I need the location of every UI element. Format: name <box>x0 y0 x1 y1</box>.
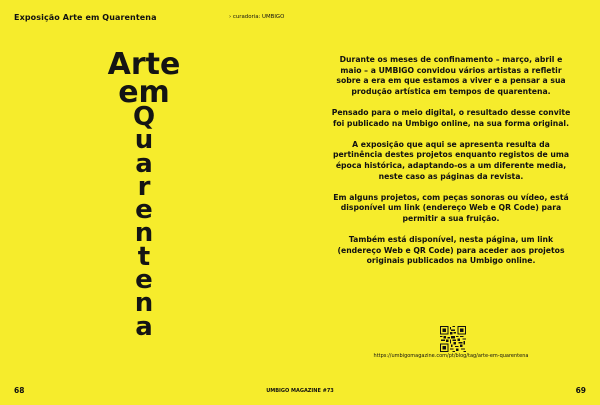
title-letter: a <box>135 311 153 342</box>
title-letter: e <box>135 265 153 296</box>
title-letter: Q <box>132 102 156 132</box>
title-letter: r <box>137 171 151 202</box>
title-word-em: em <box>118 75 170 110</box>
header-section: › curadoria: UMBIGO <box>229 14 285 20</box>
page-number-left: 68 <box>14 386 25 395</box>
body-paragraph: Também está disponível, nesta página, um link (endereço Web e QR Code) para aceder aos projetos originais publicados na Umbigo online. <box>337 235 565 266</box>
body-paragraph: Pensado para o meio digital, o resultado desse convite foi publicado na Umbigo online, na sua forma original. <box>331 107 571 128</box>
body-paragraph: A exposição que aqui se apresenta resulta da pertinência destes projetos enquanto registos de uma época histórica, adaptando-os a um diferente media, neste caso as páginas da revista. <box>332 139 570 181</box>
page-number-right: 69 <box>575 386 586 395</box>
header-title: Exposição Arte em Quarentena <box>14 13 157 22</box>
magazine-issue: UMBIGO MAGAZINE #73 <box>266 388 334 394</box>
body-paragraph: Durante os meses de confinamento – março, abril e maio – a UMBIGO convidou vários artistas a refletir sobre a era em que estamos a viver e a pensar a sua produção artística em tempos de quarentena. <box>336 55 566 96</box>
qr-code-icon[interactable] <box>440 326 466 352</box>
title-letter: e <box>135 195 153 226</box>
title-letter: t <box>137 241 151 272</box>
vertical-title <box>104 47 184 342</box>
title-letter: u <box>134 125 154 156</box>
body-text <box>330 55 572 267</box>
title-letter: n <box>134 218 154 249</box>
body-paragraph: Em alguns projetos, com peças sonoras ou vídeo, está disponível um link (endereço Web e QR Code) para permitir a sua fruição. <box>333 192 569 223</box>
title-letter: a <box>135 148 153 179</box>
project-url[interactable]: https://umbigomagazine.com/pt/blog/tag/arte-em-quarentena <box>373 353 529 359</box>
title-letter: n <box>134 288 154 319</box>
title-word-arte: Arte <box>107 47 181 82</box>
